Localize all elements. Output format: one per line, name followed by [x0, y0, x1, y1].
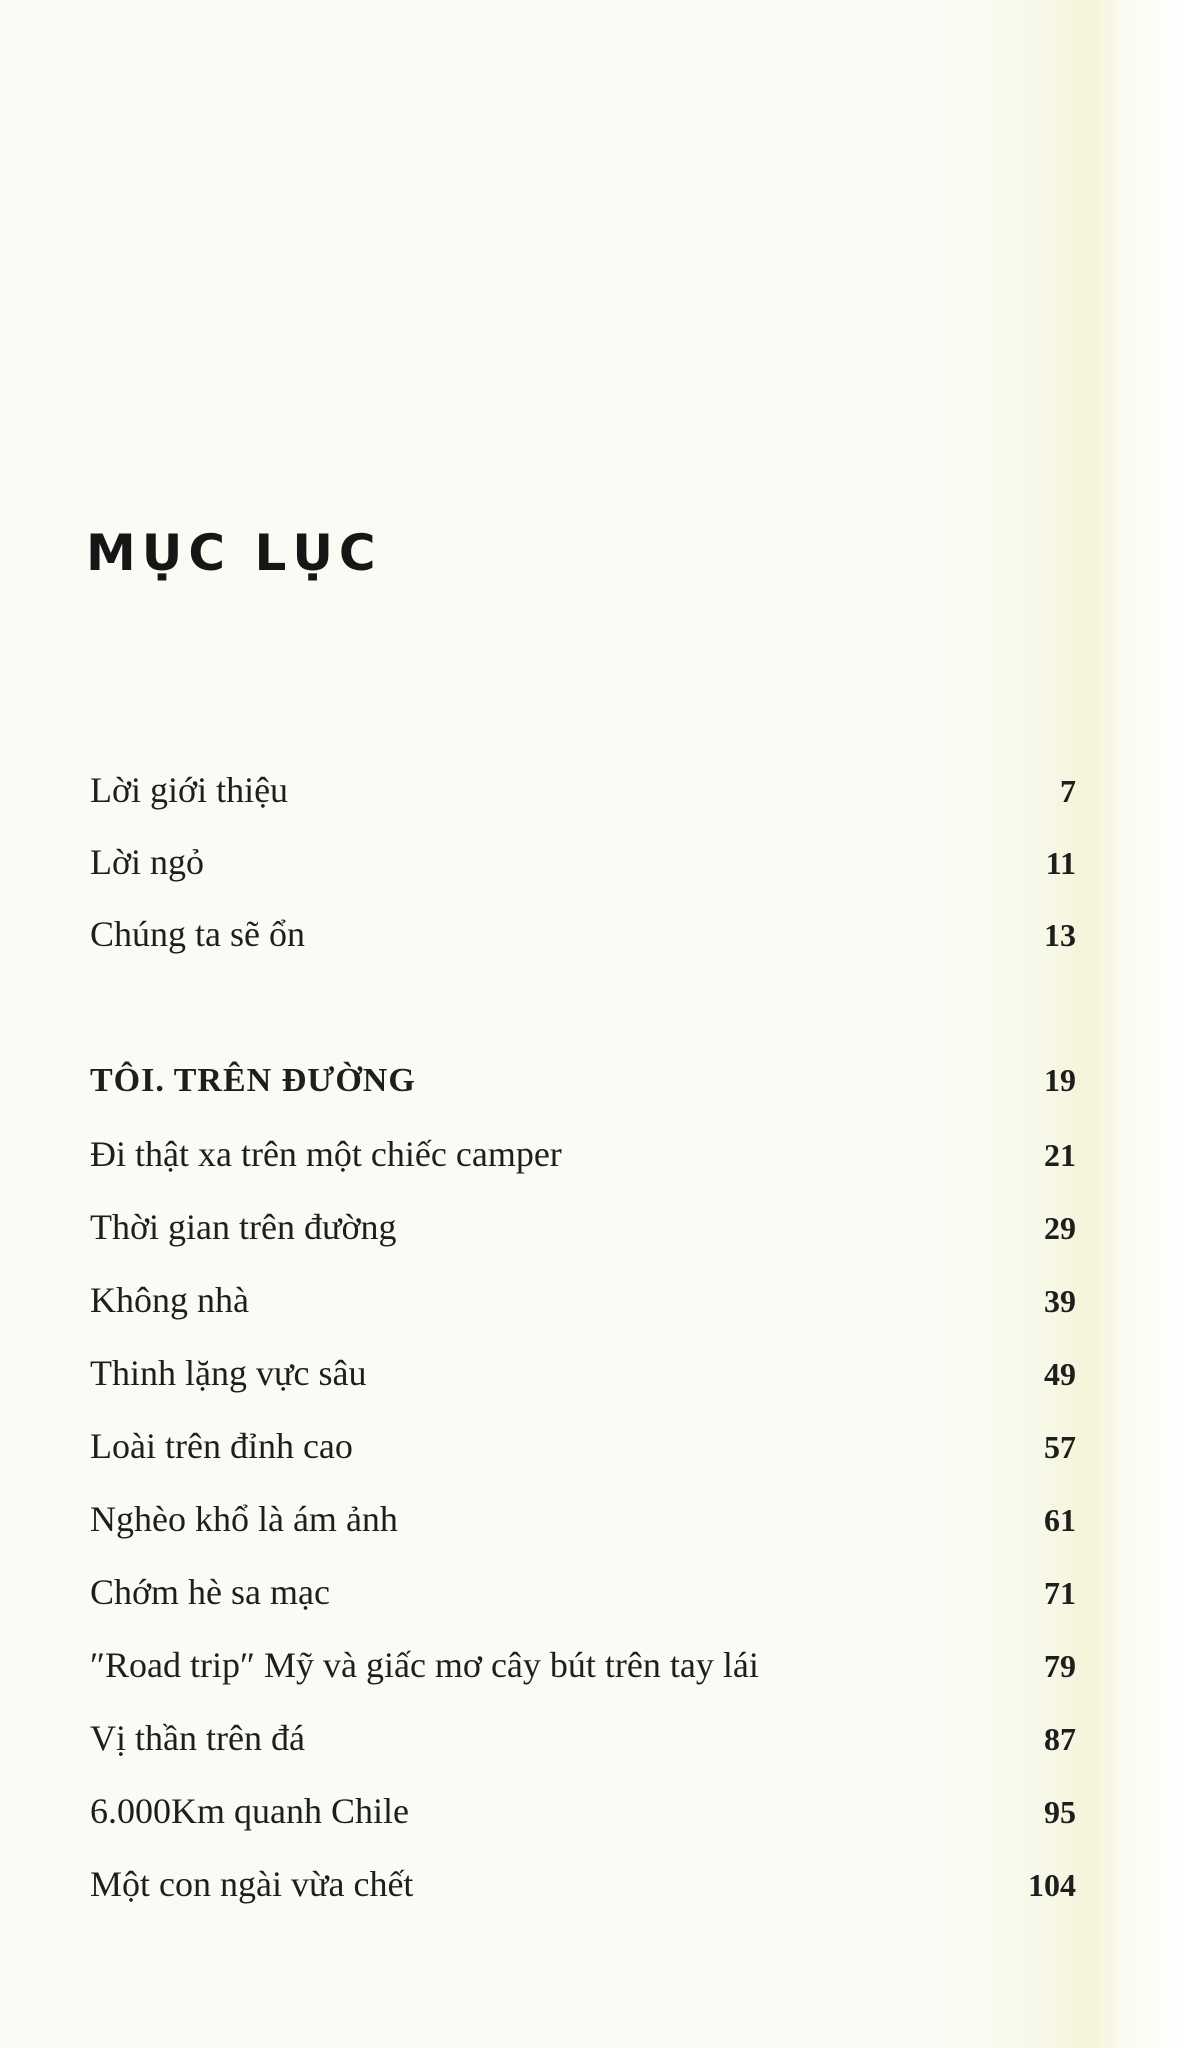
toc-entry-chapter-4 [90, 1345, 1076, 1401]
toc-entry-label: Đi thật xa trên một chiếc camper [90, 1134, 562, 1174]
toc-entry-page: 87 [1044, 1721, 1076, 1757]
toc-entry-chapter-8 [90, 1637, 1076, 1693]
toc-entry-front-2 [90, 834, 1076, 890]
toc-entry-page: 104 [1028, 1867, 1076, 1903]
toc-entry-page: 79 [1044, 1648, 1076, 1684]
toc-entry-chapter-6 [90, 1491, 1076, 1547]
toc-part-page: 19 [1044, 1062, 1076, 1098]
toc-entry-label: Chớm hè sa mạc [90, 1572, 330, 1612]
toc-entry-label: Lời ngỏ [90, 842, 205, 882]
toc-entry-label: Một con ngài vừa chết [90, 1864, 414, 1904]
toc-entry-label: Không nhà [90, 1280, 249, 1320]
toc-entry-chapter-11 [90, 1856, 1076, 1912]
toc-entry-label: Thinh lặng vực sâu [90, 1353, 367, 1393]
toc-entry-chapter-5 [90, 1418, 1076, 1474]
toc-entry-page: 95 [1044, 1794, 1076, 1830]
toc-entry-label: Thời gian trên đường [90, 1207, 397, 1247]
toc-entry-page: 49 [1044, 1356, 1076, 1392]
toc-entry-page: 29 [1044, 1210, 1076, 1246]
toc-entry-page: 7 [1060, 773, 1076, 809]
toc-entry-label: Chúng ta sẽ ổn [90, 914, 305, 954]
toc-part-heading [90, 1052, 1076, 1108]
toc-entry-page: 21 [1044, 1137, 1076, 1173]
toc-entry-page: 61 [1044, 1502, 1076, 1538]
toc-entry-page: 11 [1045, 845, 1076, 881]
toc-entry-label: Vị thần trên đá [90, 1718, 305, 1758]
toc-part-label: TÔI. TRÊN ĐƯỜNG [90, 1062, 416, 1099]
toc-entry-chapter-10 [90, 1783, 1076, 1839]
toc-entry-front-3 [90, 906, 1076, 962]
toc-entry-page: 13 [1044, 917, 1076, 953]
toc-title: MỤC LỤC [86, 524, 382, 582]
toc-entry-label: 6.000Km quanh Chile [90, 1791, 409, 1831]
toc-entry-page: 71 [1044, 1575, 1076, 1611]
toc-entry-chapter-7 [90, 1564, 1076, 1620]
toc-entry-page: 57 [1044, 1429, 1076, 1465]
toc-entry-label: Nghèo khổ là ám ảnh [90, 1499, 398, 1539]
toc-entry-front-1 [90, 762, 1076, 818]
toc-entry-chapter-2 [90, 1199, 1076, 1255]
toc-entry-label: ″Road trip″ Mỹ và giấc mơ cây bút trên tay lái [90, 1645, 759, 1685]
toc-entry-label: Loài trên đỉnh cao [90, 1426, 353, 1466]
toc-entry-chapter-3 [90, 1272, 1076, 1328]
toc-entry-page: 39 [1044, 1283, 1076, 1319]
toc-entry-chapter-1 [90, 1126, 1076, 1182]
toc-entry-label: Lời giới thiệu [90, 770, 289, 810]
toc-entry-chapter-9 [90, 1710, 1076, 1766]
